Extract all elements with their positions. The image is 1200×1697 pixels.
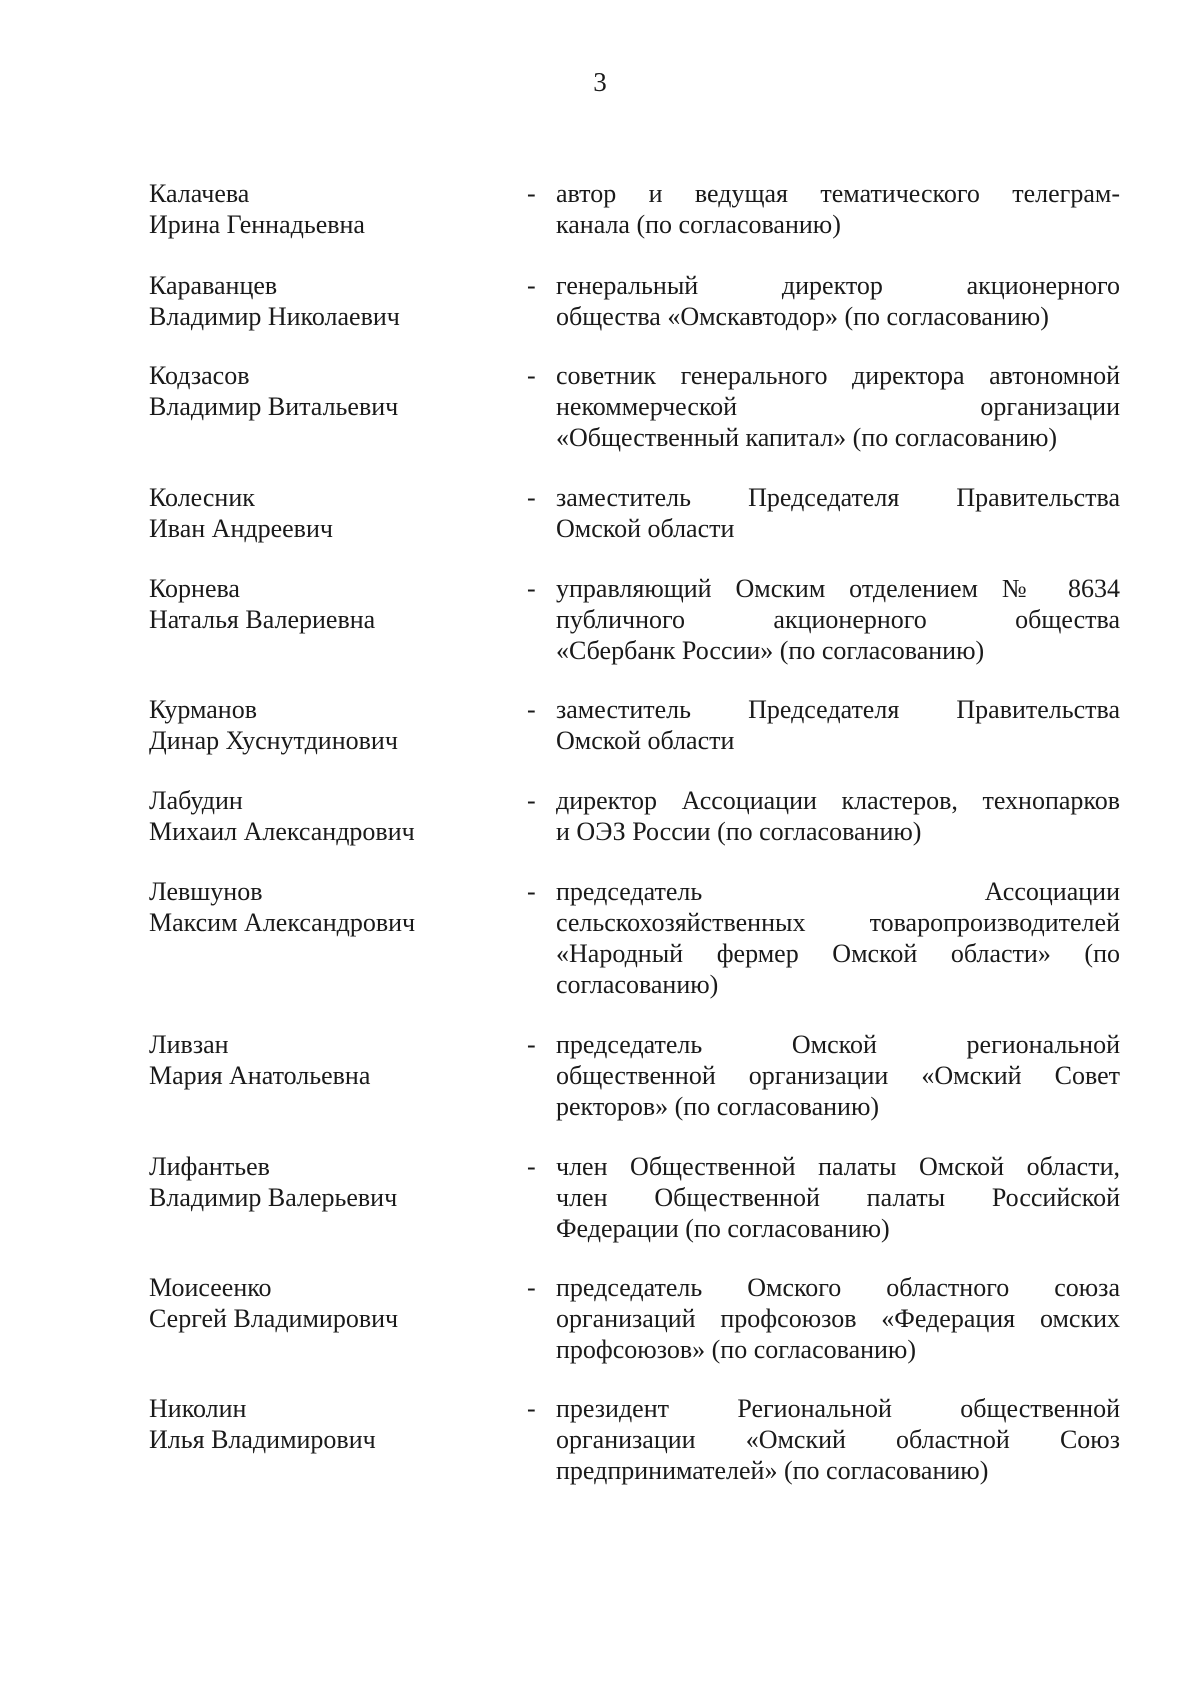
- member-name: [149, 573, 509, 635]
- member-name: [149, 785, 509, 847]
- position-line: канала (по согласованию): [556, 210, 841, 239]
- separator-dash: -: [527, 1030, 536, 1059]
- position-line: Омской области: [556, 514, 735, 543]
- member-position: [556, 178, 1120, 240]
- position-line: ректоров» (по согласованию): [556, 1092, 880, 1121]
- position-line: председатель Омской региональной: [556, 1030, 1120, 1059]
- member-given-names: Иван Андреевич: [149, 514, 333, 543]
- member-position: [556, 1151, 1120, 1244]
- separator-dash: -: [527, 1273, 536, 1302]
- position-line: «Сбербанк России» (по согласованию): [556, 636, 985, 665]
- member-position: [556, 1029, 1120, 1122]
- member-name: [149, 482, 509, 544]
- separator-dash: -: [527, 574, 536, 603]
- position-line: общества «Омскавтодор» (по согласованию): [556, 302, 1049, 331]
- member-given-names: Ирина Геннадьевна: [149, 210, 365, 239]
- separator-dash: -: [527, 1394, 536, 1423]
- position-line: «Общественный капитал» (по согласованию): [556, 423, 1058, 452]
- position-line: директор Ассоциации кластеров, технопарков: [556, 786, 1120, 815]
- page-number: 3: [593, 67, 607, 97]
- member-position: [556, 1393, 1120, 1486]
- position-line: член Общественной палаты Российской: [556, 1183, 1120, 1212]
- position-line: «Народный фермер Омской области» (по: [556, 939, 1120, 968]
- member-surname: Кодзасов: [149, 361, 250, 390]
- member-position: [556, 1272, 1120, 1365]
- member-surname: Корнева: [149, 574, 240, 603]
- separator-dash: -: [527, 786, 536, 815]
- member-surname: Левшунов: [149, 877, 263, 906]
- member-name: [149, 360, 509, 422]
- member-surname: Николин: [149, 1394, 247, 1423]
- position-line: общественной организации «Омский Совет: [556, 1061, 1120, 1090]
- position-line: публичного акционерного общества: [556, 605, 1120, 634]
- position-line: член Общественной палаты Омской области,: [556, 1152, 1120, 1181]
- member-position: [556, 270, 1120, 332]
- position-line: Федерации (по согласованию): [556, 1214, 890, 1243]
- position-line: организаций профсоюзов «Федерация омских: [556, 1304, 1120, 1333]
- member-given-names: Владимир Николаевич: [149, 302, 400, 331]
- position-line: заместитель Председателя Правительства: [556, 483, 1120, 512]
- member-surname: Лабудин: [149, 786, 243, 815]
- member-surname: Курманов: [149, 695, 257, 724]
- separator-dash: -: [527, 1152, 536, 1181]
- position-line: сельскохозяйственных товаропроизводителей: [556, 908, 1120, 937]
- member-given-names: Наталья Валериевна: [149, 605, 376, 634]
- member-name: [149, 1393, 509, 1455]
- member-given-names: Владимир Валерьевич: [149, 1183, 398, 1212]
- member-position: [556, 694, 1120, 756]
- member-given-names: Максим Александрович: [149, 908, 416, 937]
- position-line: Омской области: [556, 726, 735, 755]
- position-line: некоммерческой организации: [556, 392, 1120, 421]
- separator-dash: -: [527, 695, 536, 724]
- position-line: председатель Ассоциации: [556, 877, 1120, 906]
- member-surname: Колесник: [149, 483, 255, 512]
- separator-dash: -: [527, 271, 536, 300]
- member-given-names: Сергей Владимирович: [149, 1304, 399, 1333]
- member-name: [149, 1272, 509, 1334]
- member-name: [149, 178, 509, 240]
- position-line: организации «Омский областной Союз: [556, 1425, 1120, 1454]
- member-position: [556, 482, 1120, 544]
- position-line: советник генерального директора автономной: [556, 361, 1120, 390]
- position-line: предпринимателей» (по согласованию): [556, 1456, 989, 1485]
- member-position: [556, 573, 1120, 666]
- member-surname: Моисеенко: [149, 1273, 272, 1302]
- member-name: [149, 876, 509, 938]
- member-given-names: Михаил Александрович: [149, 817, 415, 846]
- member-given-names: Владимир Витальевич: [149, 392, 399, 421]
- member-surname: Караванцев: [149, 271, 278, 300]
- position-line: генеральный директор акционерного: [556, 271, 1120, 300]
- position-line: профсоюзов» (по согласованию): [556, 1335, 917, 1364]
- member-position: [556, 785, 1120, 847]
- member-surname: Калачева: [149, 179, 250, 208]
- member-surname: Ливзан: [149, 1030, 229, 1059]
- member-given-names: Динар Хуснутдинович: [149, 726, 398, 755]
- member-name: [149, 1029, 509, 1091]
- position-line: и ОЭЗ России (по согласованию): [556, 817, 922, 846]
- position-line: председатель Омского областного союза: [556, 1273, 1120, 1302]
- position-line: управляющий Омским отделением № 8634: [556, 574, 1120, 603]
- member-position: [556, 876, 1120, 1000]
- member-given-names: Илья Владимирович: [149, 1425, 376, 1454]
- member-given-names: Мария Анатольевна: [149, 1061, 371, 1090]
- separator-dash: -: [527, 361, 536, 390]
- member-name: [149, 1151, 509, 1213]
- separator-dash: -: [527, 483, 536, 512]
- member-position: [556, 360, 1120, 453]
- position-line: согласованию): [556, 970, 719, 999]
- position-line: автор и ведущая тематического телеграм-: [556, 179, 1120, 208]
- separator-dash: -: [527, 877, 536, 906]
- position-line: президент Региональной общественной: [556, 1394, 1120, 1423]
- position-line: заместитель Председателя Правительства: [556, 695, 1120, 724]
- member-name: [149, 694, 509, 756]
- member-name: [149, 270, 509, 332]
- separator-dash: -: [527, 179, 536, 208]
- member-surname: Лифантьев: [149, 1152, 270, 1181]
